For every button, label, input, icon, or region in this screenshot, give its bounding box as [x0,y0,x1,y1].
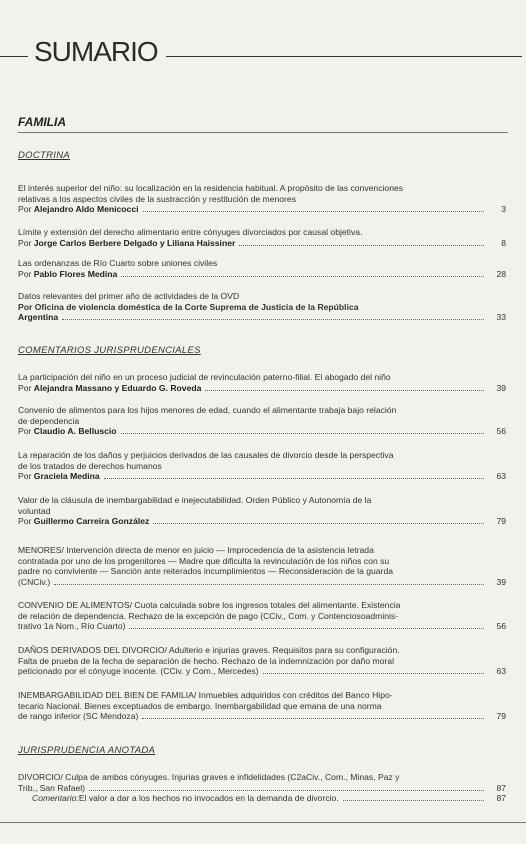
entry-line: El interés superior del niño: su localización en la residencia habitual. A propósito de las convenciones [18,183,404,193]
fallo-entry[interactable] [18,545,506,587]
author-prefix: Por [18,426,32,437]
page-number: 39 [496,382,506,393]
entry-line: tecario Nacional. Bienes exceptuados de embargo. Inembargabilidad que emana de una norma [18,700,382,711]
page-number: 87 [496,793,506,804]
doctrina-entry[interactable] [18,183,506,215]
entry-line: Datos relevantes del primer año de actividades de la OVD [18,291,240,301]
leader-dots [239,239,484,246]
entry-line: de relación de dependencia. Rechazo de la excepción de pago (CCiv., Com. y Contenciosoadminis- [18,610,399,621]
author-prefix: Por [18,268,32,279]
entry-line: padre no conviviente — Sanción ante reiterados incumplimientos — Reconsideración de la guarda [18,566,393,577]
comentarios-heading: COMENTARIOS JURISPRUDENCIALES [18,345,201,356]
entry-line: La participación del niño en un proceso judicial de revinculación paterno-filial. El abogado del niño [18,372,391,382]
leader-dots [205,384,484,391]
entry-last-line: (CNCiv.) [18,576,51,587]
author-name: Claudio A. Belluscio [33,426,117,437]
page-number: 56 [496,621,506,632]
author-name: Jorge Carlos Berbere Delgado y Liliana Haissiner [33,237,236,248]
author-prefix: Por [18,204,32,215]
author-prefix: Por [18,382,32,393]
section-rule [18,132,508,133]
page-number: 87 [496,782,506,793]
page-number: 63 [496,471,506,482]
leader-dots [263,667,484,674]
leader-dots [153,517,484,524]
entry-last-line: Trib., San Rafael) [18,782,86,793]
entry-line: Convenio de alimentos para los hijos menores de edad, cuando el alimentante trabaja bajo relación [18,405,397,415]
author-prefix: Por [18,471,32,482]
entry-line: MENORES/ Intervención directa de menor en juicio — Improcedencia de la asistencia letrada [18,545,374,555]
page-number: 63 [496,666,506,677]
entry-line: DIVORCIO/ Culpa de ambos cónyuges. Injurias graves e infidelidades (C2aCiv., Com., Minas, Paz y [18,772,400,782]
fallo-entry[interactable] [18,645,506,677]
fallo-entry[interactable] [18,690,506,722]
header-rule-right [166,56,522,57]
entry-line: Límite y extensión del derecho alimentario entre cónyuges divorciados por causal objetiva. [18,227,363,237]
leader-dots [54,578,484,585]
entry-last-line: peticionado por el cónyuge inocente. (CCiv. y Com., Mercedes) [18,666,259,677]
author-prefix: Por [18,237,32,248]
entry-line: relativas a los aspectos civiles de la sustracción y restitución de menores [18,193,296,204]
entry-line: de dependencia [18,415,80,426]
author-prefix: Por [18,516,32,527]
leader-dots [62,313,484,320]
page-number: 56 [496,426,506,437]
comentario-entry[interactable] [18,405,506,437]
page-number: 79 [496,711,506,722]
doctrina-entry[interactable] [18,258,506,279]
anotada-heading: JURISPRUDENCIA ANOTADA [18,745,156,756]
leader-dots [104,472,484,479]
anotada-entry[interactable] [18,772,506,804]
author-name: Guillermo Carreira González [33,516,150,527]
leader-dots [343,794,484,801]
author-name: Argentina [18,312,59,323]
entry-line: La reparación de los daños y perjuicios derivados de las causales de divorcio desde la perspectiva [18,450,394,460]
page-number: 3 [501,204,506,215]
doctrina-entry[interactable] [18,291,506,323]
leader-dots [89,784,484,791]
leader-dots [143,205,485,212]
entry-line: Falta de prueba de la fecha de separación de hecho. Rechazo de la indemnización por daño moral [18,655,394,666]
comentario-label: Comentario: [32,793,79,804]
entry-line: Las ordenanzas de Río Cuarto sobre uniones civiles [18,258,218,268]
entry-line: Valor de la cláusula de inembargabilidad e inejecutabilidad. Orden Público y Autonomía de la [18,495,372,505]
entry-line: de los tratados de derechos humanos [18,460,162,471]
entry-line: DAÑOS DERIVADOS DEL DIVORCIO/ Adulterio e injurias graves. Requisitos para su configuración. [18,645,400,655]
section-title: FAMILIA [18,115,66,129]
page-number: 33 [496,312,506,323]
leader-dots [129,622,484,629]
page-title: SUMARIO [34,36,158,67]
page-number: 39 [496,576,506,587]
leader-dots [121,270,484,277]
comentario-entry[interactable] [18,450,506,482]
entry-line: Por Oficina de violencia doméstica de la Corte Suprema de Justicia de la República [18,301,359,312]
author-name: Graciela Medina [33,471,100,482]
author-name: Pablo Flores Medina [33,268,118,279]
entry-line: voluntad [18,505,51,516]
author-name: Alejandro Aldo Menicocci [33,204,139,215]
entry-line: contratada por uno de los progenitores — Madre que dificulta la revinculación de los niños con su [18,555,390,566]
entry-last-line: de rango inferior (SC Mendoza) [18,711,139,722]
entry-line: CONVENIO DE ALIMENTOS/ Cuota calculada sobre los ingresos totales del alimentante. Existencia [18,600,401,610]
doctrina-heading: DOCTRINA [18,150,71,161]
comentario-entry[interactable] [18,495,506,527]
header-rule-left [0,56,28,57]
entry-line: INEMBARGABILIDAD DEL BIEN DE FAMILIA/ Inmuebles adquiridos con créditos del Banco Hipo- [18,690,393,700]
comentario-text: El valor a dar a los hechos no invocados en la demanda de divorcio. [78,793,339,804]
page-number: 8 [501,237,506,248]
leader-dots [121,427,484,434]
author-name: Alejandra Massano y Eduardo G. Roveda [33,382,202,393]
entry-last-line: trativo 1a Nom., Río Cuarto) [18,621,126,632]
leader-dots [142,712,484,719]
doctrina-entry[interactable] [18,227,506,248]
comentario-entry[interactable] [18,372,506,393]
page-number: 28 [496,268,506,279]
footer-rule [0,822,526,823]
page-number: 79 [496,516,506,527]
fallo-entry[interactable] [18,600,506,632]
